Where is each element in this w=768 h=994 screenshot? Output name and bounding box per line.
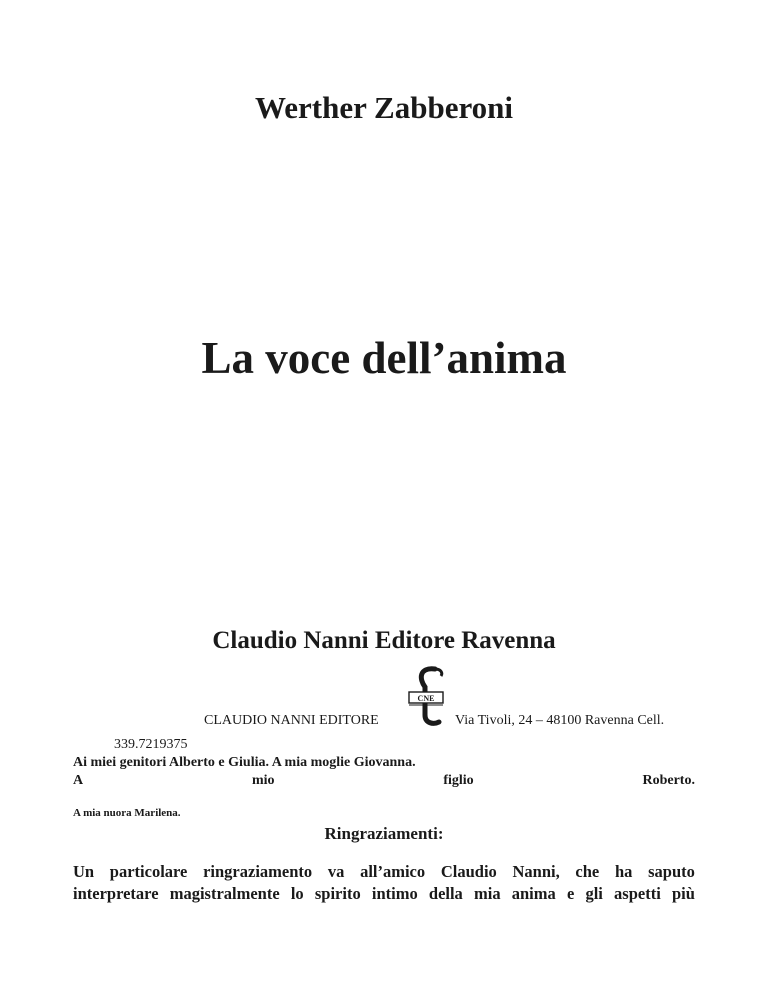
ack-word: ringraziamento bbox=[203, 862, 313, 881]
ack-word: Claudio bbox=[440, 862, 497, 881]
ack-word: all’amico bbox=[360, 862, 426, 881]
ack-word: anima bbox=[511, 884, 556, 903]
dedication-word: mio bbox=[251, 773, 275, 788]
author-name: Werther Zabberoni bbox=[254, 90, 514, 125]
dedication-word: A bbox=[73, 773, 84, 788]
ack-word: intimo bbox=[371, 884, 418, 903]
acknowledgements-line bbox=[73, 884, 695, 904]
imprint-address: Via Tivoli, 24 – 48100 Ravenna Cell. bbox=[455, 713, 665, 728]
dedication-line: Ai miei genitori Alberto e Giulia. A mia moglie Giovanna. bbox=[73, 755, 416, 770]
ack-word: della bbox=[428, 884, 463, 903]
dedication-line-small: A mia nuora Marilena. bbox=[73, 807, 181, 819]
ack-word: lo bbox=[290, 884, 304, 903]
imprint-phone: 339.7219375 bbox=[114, 737, 188, 752]
ack-word: ha bbox=[614, 862, 633, 881]
ack-word: particolare bbox=[109, 862, 188, 881]
acknowledgements-line bbox=[73, 862, 695, 882]
ack-word: Un bbox=[73, 862, 95, 881]
ack-word: va bbox=[327, 862, 345, 881]
ack-word: spirito bbox=[314, 884, 361, 903]
publisher-logo-text: CNE bbox=[417, 694, 435, 703]
publisher-logo-icon bbox=[405, 665, 447, 727]
ack-word: e bbox=[566, 884, 575, 903]
ack-word: Nanni, bbox=[512, 862, 560, 881]
acknowledgements-heading: Ringraziamenti: bbox=[324, 824, 444, 843]
ack-word: saputo bbox=[648, 862, 695, 881]
dedication-word: Roberto. bbox=[642, 773, 695, 788]
ack-word: interpretare bbox=[73, 884, 159, 903]
imprint-publisher-name: CLAUDIO NANNI EDITORE bbox=[204, 713, 379, 728]
ack-word: che bbox=[575, 862, 600, 881]
ack-word: mia bbox=[473, 884, 501, 903]
ack-word: più bbox=[671, 884, 695, 903]
ack-word: aspetti bbox=[614, 884, 661, 903]
ack-word: gli bbox=[585, 884, 603, 903]
ack-word: magistralmente bbox=[169, 884, 280, 903]
book-title: La voce dell’anima bbox=[201, 333, 567, 383]
dedication-line-justified bbox=[73, 773, 695, 789]
publisher-heading: Claudio Nanni Editore Ravenna bbox=[212, 627, 556, 654]
dedication-word: figlio bbox=[443, 773, 474, 788]
